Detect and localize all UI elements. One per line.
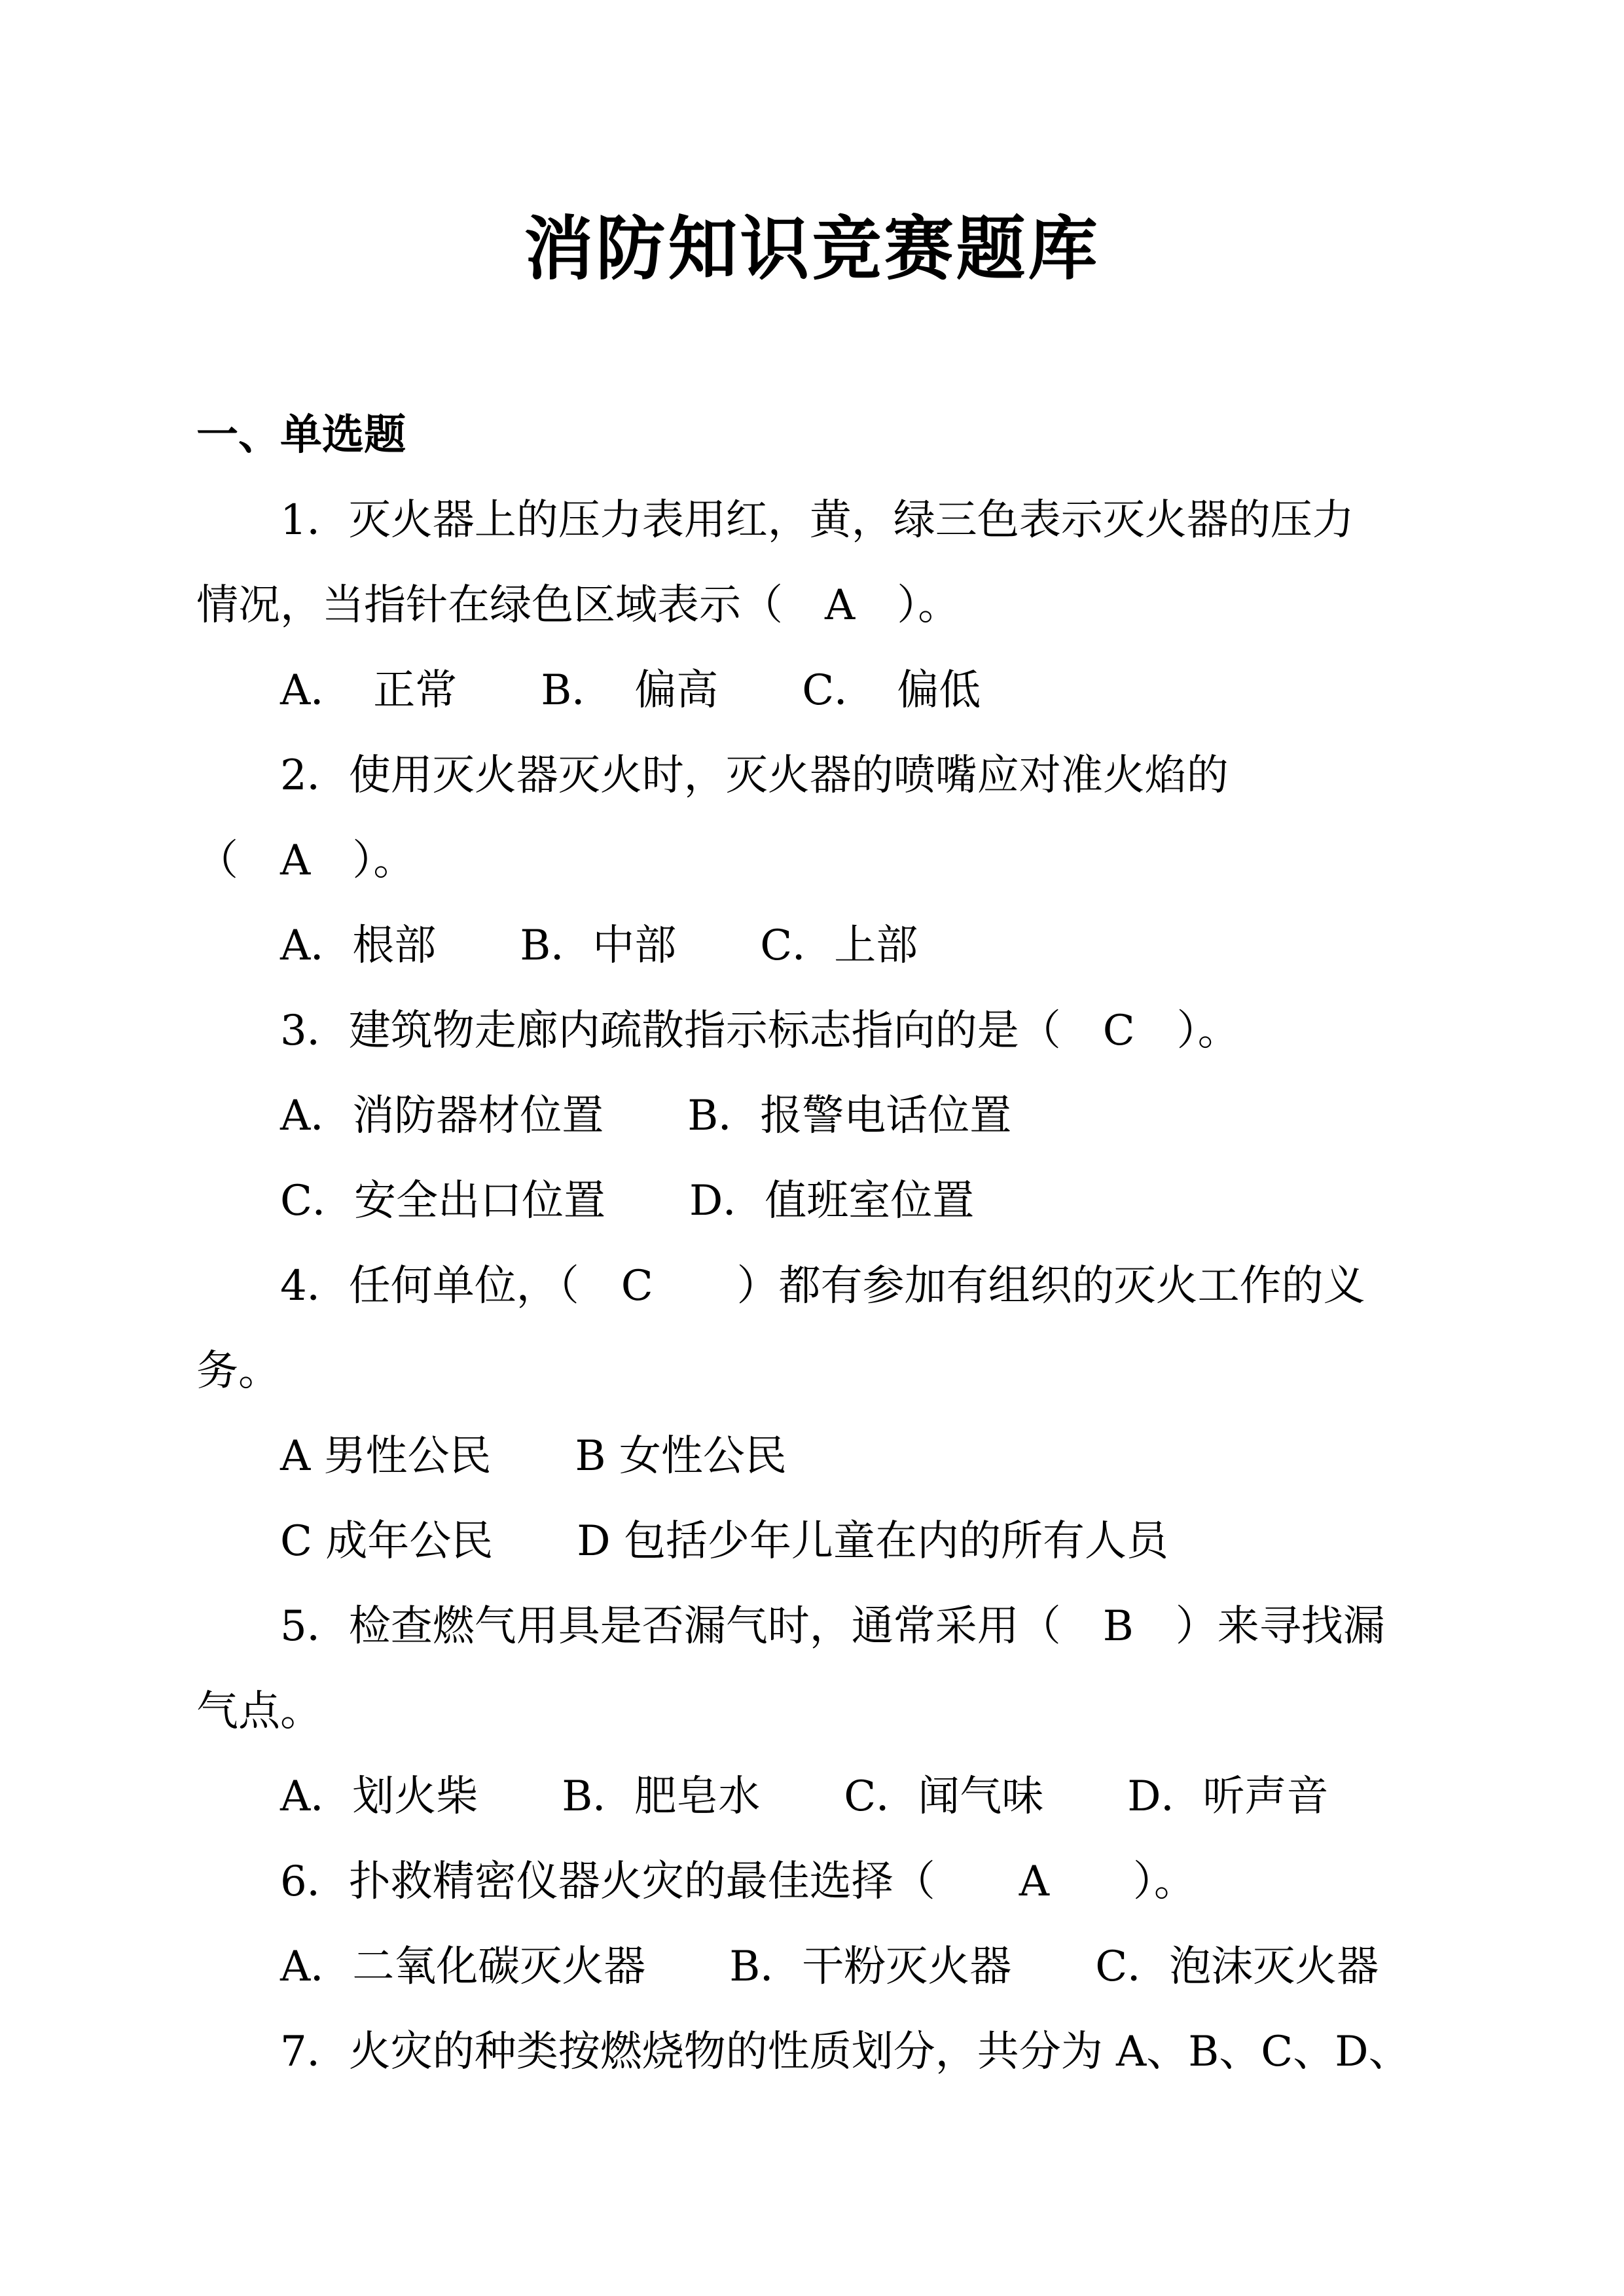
question-1-line-2: 情况，当指针在绿色区域表示（ A ）。	[196, 581, 960, 630]
question-2-line-1: 2．使用灭火器灭火时，灭火器的喷嘴应对准火焰的	[280, 751, 1229, 800]
question-5-line-2: 气点。	[196, 1687, 322, 1736]
question-5-options: A．划火柴 B．肥皂水 C．闻气味 D．听声音	[280, 1772, 1329, 1821]
question-3-line-1: 3．建筑物走廊内疏散指示标志指向的是（ C ）。	[280, 1007, 1240, 1055]
question-5-line-1: 5．检查燃气用具是否漏气时，通常采用（ B ）来寻找漏	[280, 1602, 1385, 1651]
question-4-line-1: 4．任何单位，（ C ）都有参加有组织的灭火工作的义	[280, 1262, 1365, 1310]
question-2-line-2: （ A ）。	[196, 836, 416, 885]
question-1-options: A． 正常 B． 偏高 C． 偏低	[280, 666, 981, 715]
question-4-options-row-2: C 成年公民 D 包括少年儿童在内的所有人员	[280, 1517, 1168, 1566]
question-1-line-1: 1．灭火器上的压力表用红，黄，绿三色表示灭火器的压力	[280, 496, 1354, 545]
question-2-options: A．根部 B．中部 C．上部	[280, 922, 918, 970]
question-7-line-1: 7．火灾的种类按燃烧物的性质划分，共分为 A、B、C、D、	[280, 2028, 1411, 2076]
question-4-line-2: 务。	[196, 1347, 280, 1395]
question-6-options: A．二氧化碳灭火器 B．干粉灭火器 C．泡沫灭火器	[280, 1943, 1379, 1991]
question-6-line-1: 6．扑救精密仪器火灾的最佳选择（ A ）。	[280, 1857, 1196, 1906]
section-heading: 一、单选题	[196, 410, 406, 459]
question-3-options-row-1: A．消防器材位置 B．报警电话位置	[280, 1092, 1012, 1140]
page-title: 消防知识竞赛题库	[524, 207, 1100, 289]
question-4-options-row-1: A 男性公民 B 女性公民	[280, 1432, 787, 1480]
question-3-options-row-2: C．安全出口位置 D．值班室位置	[280, 1177, 975, 1225]
